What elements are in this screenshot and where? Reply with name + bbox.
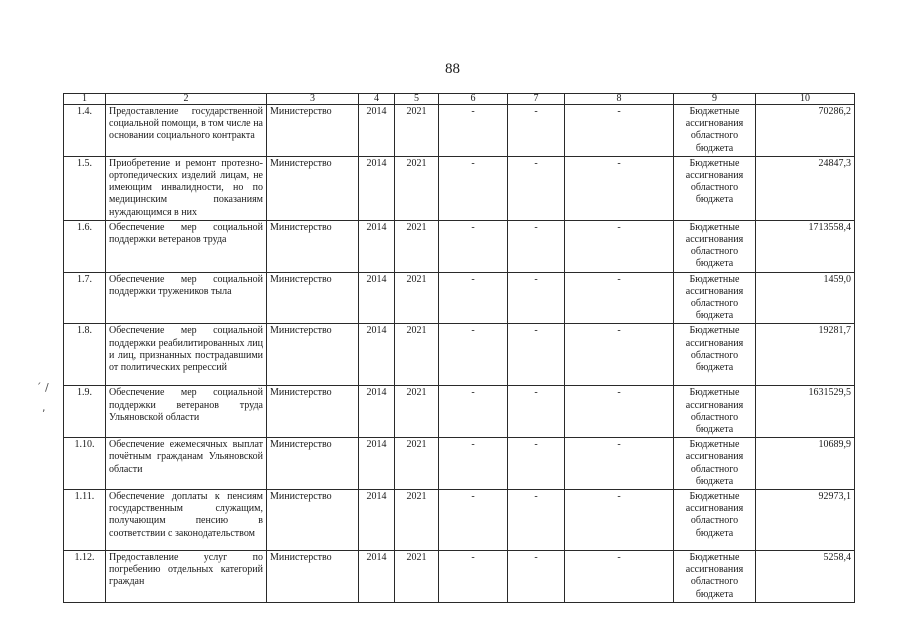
column-number: 4 <box>359 94 395 105</box>
column-6-value: - <box>439 220 508 272</box>
executor: Министерство <box>267 490 359 551</box>
total-amount: 5258,4 <box>756 551 855 603</box>
margin-mark: ´ / <box>36 381 49 394</box>
column-7-value: - <box>508 438 565 490</box>
funding-source: Бюджетные ассигнования областного бюджета <box>674 220 756 272</box>
start-year: 2014 <box>359 156 395 220</box>
column-7-value: - <box>508 220 565 272</box>
row-number: 1.4. <box>64 105 106 157</box>
column-6-value: - <box>439 324 508 386</box>
total-amount: 10689,9 <box>756 438 855 490</box>
column-number: 8 <box>565 94 674 105</box>
start-year: 2014 <box>359 490 395 551</box>
row-number: 1.9. <box>64 386 106 438</box>
total-amount: 70286,2 <box>756 105 855 157</box>
row-number: 1.5. <box>64 156 106 220</box>
row-number: 1.12. <box>64 551 106 603</box>
column-8-value: - <box>565 490 674 551</box>
column-6-value: - <box>439 105 508 157</box>
executor: Министерство <box>267 272 359 324</box>
executor: Министерство <box>267 438 359 490</box>
column-number: 3 <box>267 94 359 105</box>
table-row <box>64 156 855 220</box>
start-year: 2014 <box>359 324 395 386</box>
start-year: 2014 <box>359 272 395 324</box>
measure-name: Приобретение и ремонт протезно-ортопедических изделий лицам, не имеющим инвалидности, но по медицинским показаниям нуждающимся в них <box>106 156 267 220</box>
end-year: 2021 <box>395 438 439 490</box>
column-7-value: - <box>508 551 565 603</box>
table-row <box>64 438 855 490</box>
column-7-value: - <box>508 156 565 220</box>
table-row <box>64 551 855 603</box>
column-7-value: - <box>508 272 565 324</box>
table-row <box>64 324 855 386</box>
table-row <box>64 386 855 438</box>
column-6-value: - <box>439 272 508 324</box>
row-number: 1.11. <box>64 490 106 551</box>
column-number: 1 <box>64 94 106 105</box>
end-year: 2021 <box>395 551 439 603</box>
column-number: 5 <box>395 94 439 105</box>
measure-name: Предоставление услуг по погребению отдельных категорий граждан <box>106 551 267 603</box>
funding-source: Бюджетные ассигнования областного бюджета <box>674 551 756 603</box>
column-8-value: - <box>565 324 674 386</box>
column-8-value: - <box>565 105 674 157</box>
start-year: 2014 <box>359 105 395 157</box>
margin-mark: , <box>42 401 46 414</box>
row-number: 1.7. <box>64 272 106 324</box>
funding-source: Бюджетные ассигнования областного бюджета <box>674 438 756 490</box>
column-7-value: - <box>508 490 565 551</box>
start-year: 2014 <box>359 220 395 272</box>
row-number: 1.8. <box>64 324 106 386</box>
start-year: 2014 <box>359 386 395 438</box>
row-number: 1.10. <box>64 438 106 490</box>
funding-source: Бюджетные ассигнования областного бюджета <box>674 386 756 438</box>
total-amount: 92973,1 <box>756 490 855 551</box>
column-7-value: - <box>508 386 565 438</box>
page-number: 88 <box>445 61 460 77</box>
table-row <box>64 105 855 157</box>
column-7-value: - <box>508 105 565 157</box>
funding-source: Бюджетные ассигнования областного бюджета <box>674 324 756 386</box>
column-8-value: - <box>565 438 674 490</box>
funding-source: Бюджетные ассигнования областного бюджета <box>674 272 756 324</box>
program-table <box>63 93 855 603</box>
measure-name: Обеспечение мер социальной поддержки ветеранов труда <box>106 220 267 272</box>
executor: Министерство <box>267 551 359 603</box>
column-8-value: - <box>565 220 674 272</box>
column-6-value: - <box>439 551 508 603</box>
executor: Министерство <box>267 220 359 272</box>
column-number-row <box>64 94 855 105</box>
column-8-value: - <box>565 272 674 324</box>
start-year: 2014 <box>359 438 395 490</box>
row-number: 1.6. <box>64 220 106 272</box>
total-amount: 19281,7 <box>756 324 855 386</box>
end-year: 2021 <box>395 324 439 386</box>
column-7-value: - <box>508 324 565 386</box>
column-number: 10 <box>756 94 855 105</box>
table-row <box>64 220 855 272</box>
executor: Министерство <box>267 324 359 386</box>
funding-source: Бюджетные ассигнования областного бюджета <box>674 156 756 220</box>
end-year: 2021 <box>395 490 439 551</box>
end-year: 2021 <box>395 156 439 220</box>
column-6-value: - <box>439 156 508 220</box>
column-6-value: - <box>439 490 508 551</box>
funding-source: Бюджетные ассигнования областного бюджета <box>674 490 756 551</box>
measure-name: Обеспечение доплаты к пенсиям государственным служащим, получающим пенсию в соответствии с законодательством <box>106 490 267 551</box>
measure-name: Предоставление государственной социальной помощи, в том числе на основании социального контракта <box>106 105 267 157</box>
end-year: 2021 <box>395 220 439 272</box>
column-number: 7 <box>508 94 565 105</box>
column-number: 9 <box>674 94 756 105</box>
measure-name: Обеспечение мер социальной поддержки ветеранов труда Ульяновской области <box>106 386 267 438</box>
column-6-value: - <box>439 386 508 438</box>
executor: Министерство <box>267 386 359 438</box>
total-amount: 1459,0 <box>756 272 855 324</box>
table-row <box>64 490 855 551</box>
total-amount: 24847,3 <box>756 156 855 220</box>
end-year: 2021 <box>395 386 439 438</box>
column-number: 6 <box>439 94 508 105</box>
column-8-value: - <box>565 156 674 220</box>
table-row <box>64 272 855 324</box>
total-amount: 1713558,4 <box>756 220 855 272</box>
column-6-value: - <box>439 438 508 490</box>
measure-name: Обеспечение ежемесячных выплат почётным гражданам Ульяновской области <box>106 438 267 490</box>
end-year: 2021 <box>395 105 439 157</box>
measure-name: Обеспечение мер социальной поддержки тружеников тыла <box>106 272 267 324</box>
executor: Министерство <box>267 105 359 157</box>
column-8-value: - <box>565 551 674 603</box>
end-year: 2021 <box>395 272 439 324</box>
column-number: 2 <box>106 94 267 105</box>
start-year: 2014 <box>359 551 395 603</box>
executor: Министерство <box>267 156 359 220</box>
measure-name: Обеспечение мер социальной поддержки реабилитированных лиц и лиц, признанных пострадавшими от политических репрессий <box>106 324 267 386</box>
funding-source: Бюджетные ассигнования областного бюджета <box>674 105 756 157</box>
total-amount: 1631529,5 <box>756 386 855 438</box>
column-8-value: - <box>565 386 674 438</box>
